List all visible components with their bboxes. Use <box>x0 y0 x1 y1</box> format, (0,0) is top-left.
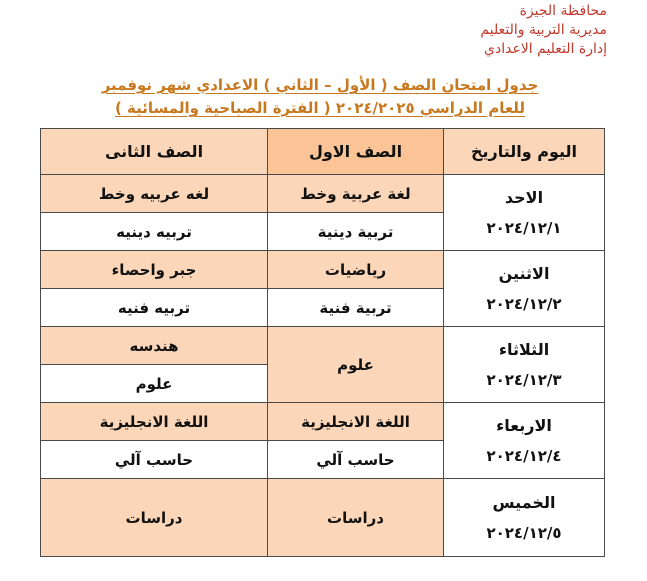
day-cell <box>444 327 605 403</box>
grade1-subject: تربية فنية <box>268 289 444 327</box>
table-header-row <box>41 129 605 175</box>
exam-schedule-table <box>40 128 605 557</box>
grade2-subject: هندسه <box>41 327 268 365</box>
header-grade-1: الصف الاول <box>268 129 444 175</box>
day-name: الاثنين <box>498 264 550 283</box>
day-date: ٢٠٢٤/١٢/٢ <box>486 295 562 313</box>
day-cell <box>444 175 605 251</box>
directorate-line: مديرية التربية والتعليم <box>480 22 607 38</box>
day-date: ٢٠٢٤/١٢/٤ <box>486 447 562 465</box>
day-cell <box>444 403 605 479</box>
header-day-date: اليوم والتاريخ <box>444 129 605 175</box>
day-date: ٢٠٢٤/١٢/٣ <box>486 371 562 389</box>
grade2-subject: دراسات <box>41 479 268 557</box>
grade2-subject: حاسب آلي <box>41 441 268 479</box>
day-name: الثلاثاء <box>498 340 550 359</box>
administration-line: إدارة التعليم الاعدادي <box>484 41 607 57</box>
grade1-subject: علوم <box>268 327 444 403</box>
day-date: ٢٠٢٤/١٢/١ <box>486 219 562 237</box>
grade1-subject: لغة عربية وخط <box>268 175 444 213</box>
schedule-title <box>40 74 600 120</box>
table-row <box>41 403 605 441</box>
day-cell <box>444 479 605 557</box>
title-line-1: جدول امتحان الصف ( الأول – الثاني ) الاعدادي شهر نوفمبر <box>101 76 539 94</box>
day-name: الخميس <box>492 493 556 512</box>
grade1-subject: رياضيات <box>268 251 444 289</box>
header-grade-2: الصف الثانى <box>41 129 268 175</box>
grade2-subject: تربيه فنيه <box>41 289 268 327</box>
table-row <box>41 479 605 557</box>
day-cell <box>444 251 605 327</box>
grade1-subject: اللغة الانجليزية <box>268 403 444 441</box>
title-line-2: للعام الدراسي ٢٠٢٤/٢٠٢٥ ( الفترة الصباحية والمسائية ) <box>114 99 526 117</box>
governorate-line: محافظة الجيزة <box>519 3 607 19</box>
grade1-subject: تربية دينية <box>268 213 444 251</box>
grade2-subject: لغه عربيه وخط <box>41 175 268 213</box>
grade2-subject: جبر واحصاء <box>41 251 268 289</box>
day-date: ٢٠٢٤/١٢/٥ <box>486 524 562 542</box>
grade1-subject: دراسات <box>268 479 444 557</box>
day-name: الاربعاء <box>496 416 552 435</box>
grade1-subject: حاسب آلي <box>268 441 444 479</box>
grade2-subject: تربيه دينيه <box>41 213 268 251</box>
grade2-subject: اللغة الانجليزية <box>41 403 268 441</box>
directorate-header <box>480 2 607 59</box>
grade2-subject: علوم <box>41 365 268 403</box>
day-name: الاحد <box>504 188 544 207</box>
table-row <box>41 251 605 289</box>
table-row <box>41 327 605 365</box>
table-row <box>41 175 605 213</box>
